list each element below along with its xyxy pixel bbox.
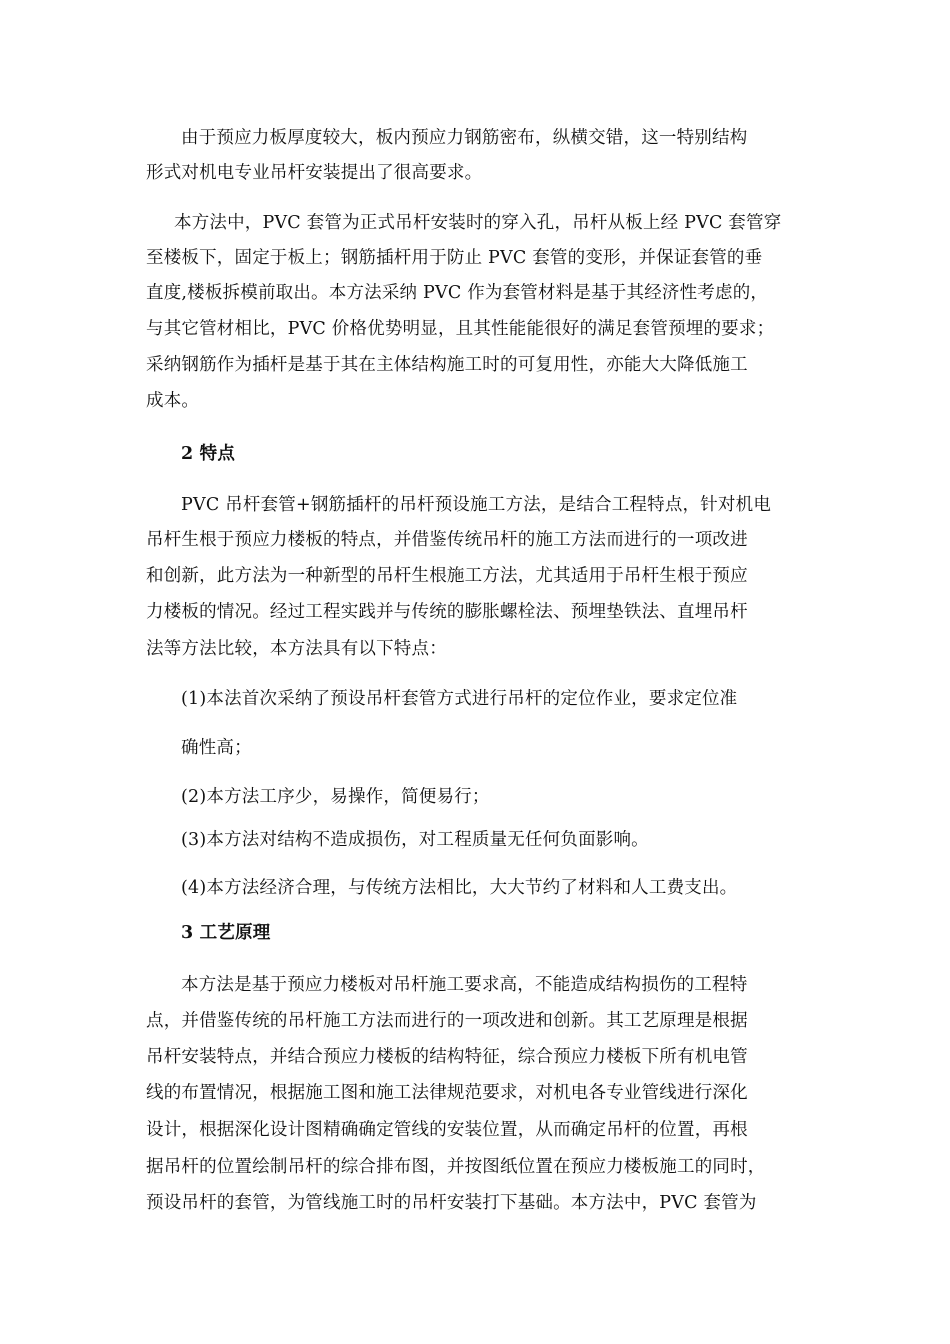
section2-item3: (3)本方法对结构不造成损伤，对工程质量无任何负面影响。 [181,830,649,850]
section2-heading: 2 特点 [181,444,236,464]
intro-para2-line1: 本方法中，PVC 套管为正式吊杆安装时的穿入孔，吊杆从板上经 PVC 套管穿 [174,213,782,233]
section2-para-line5: 法等方法比较，本方法具有以下特点： [146,639,447,659]
section2-para-line3: 和创新，此方法为一种新型的吊杆生根施工方法，尤其适用于吊杆生根于预应 [146,566,748,586]
intro-para2-line2: 至楼板下，固定于板上；钢筋插杆用于防止 PVC 套管的变形，并保证套管的垂 [146,248,763,268]
section3-para-line3: 吊杆安装特点，并结合预应力楼板的结构特征，综合预应力楼板下所有机电管 [146,1047,748,1067]
intro-para1-line2: 形式对机电专业吊杆安装提出了很高要求。 [146,163,483,183]
section3-para-line7: 预设吊杆的套管，为管线施工时的吊杆安装打下基础。本方法中，PVC 套管为 [146,1193,757,1213]
intro-para2-line6: 成本。 [146,391,200,411]
section2-para-line1: PVC 吊杆套管+钢筋插杆的吊杆预设施工方法，是结合工程特点，针对机电 [181,495,772,515]
intro-para2-line3: 直度,楼板拆模前取出。本方法采纳 PVC 作为套管材料是基于其经济性考虑的， [146,283,769,303]
section3-para-line4: 线的布置情况，根据施工图和施工法律规范要求，对机电各专业管线进行深化 [146,1083,748,1103]
intro-para2-line4: 与其它管材相比，PVC 价格优势明显，且其性能能很好的满足套管预埋的要求； [146,319,775,339]
section2-item4: (4)本方法经济合理，与传统方法相比，大大节约了材料和人工费支出。 [181,878,738,898]
section2-para-line2: 吊杆生根于预应力楼板的特点，并借鉴传统吊杆的施工方法而进行的一项改进 [146,530,748,550]
section3-para-line1: 本方法是基于预应力楼板对吊杆施工要求高，不能造成结构损伤的工程特 [181,975,748,995]
section3-para-line2: 点，并借鉴传统的吊杆施工方法而进行的一项改进和创新。其工艺原理是根据 [146,1011,748,1031]
section2-item1-line2: 确性高； [181,738,252,758]
intro-para2-line5: 采纳钢筋作为插杆是基于其在主体结构施工时的可复用性，亦能大大降低施工 [146,355,748,375]
section2-item1-line1: (1)本法首次采纳了预设吊杆套管方式进行吊杆的定位作业，要求定位准 [181,689,738,709]
section2-item2: (2)本方法工序少，易操作，简便易行； [181,787,490,807]
section3-heading: 3 工艺原理 [181,923,271,943]
section3-para-line6: 据吊杆的位置绘制吊杆的综合排布图，并按图纸位置在预应力楼板施工的同时， [146,1157,766,1177]
section2-para-line4: 力楼板的情况。经过工程实践并与传统的膨胀螺栓法、预埋垫铁法、直埋吊杆 [146,602,748,622]
intro-para1-line1: 由于预应力板厚度较大，板内预应力钢筋密布，纵横交错，这一特别结构 [181,128,748,148]
section3-para-line5: 设计，根据深化设计图精确确定管线的安装位置，从而确定吊杆的位置，再根 [146,1120,748,1140]
